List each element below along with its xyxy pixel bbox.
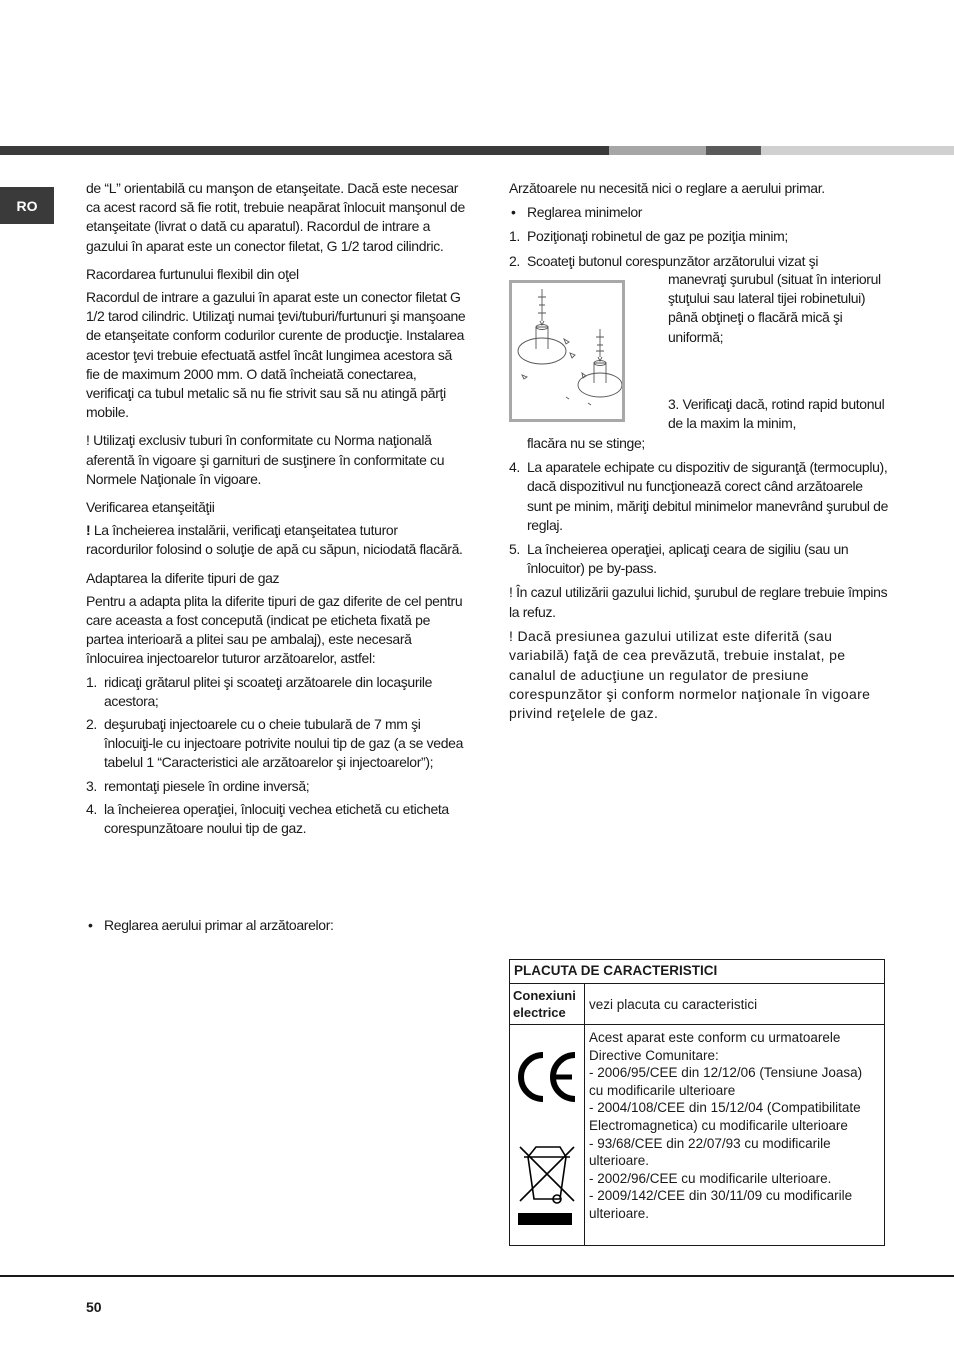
warning-paragraph: ! În cazul utilizării gazului lichid, şurubul de reglare trebuie împins la refuz. xyxy=(509,584,888,620)
list-number: 4. xyxy=(509,459,520,476)
right-column xyxy=(509,179,889,271)
warning-paragraph: ! Utilizaţi exclusiv tuburi în conformitate cu Norma naţională aferentă în vigoare şi garnituri de susţinere în conformitate cu Normele Naţionale în vigoare. xyxy=(86,432,445,487)
header-bar-segment xyxy=(609,146,706,155)
step-2-continued: manevraţi şurubul (situat în interiorul ştuţului sau lateral tijei robinetului) până obţineţi o flacără mică şi uniformă; xyxy=(668,271,881,345)
bullet-text: Reglarea minimelor xyxy=(527,204,643,221)
table-title: PLACUTA DE CARACTERISTICI xyxy=(510,960,885,984)
list-number: 4. xyxy=(86,800,97,817)
directive-line: - 93/68/CEE din 22/07/93 cu modificarile ulterioare. xyxy=(589,1135,831,1169)
directive-line: - 2004/108/CEE din 15/12/04 (Compatibilitate Electromagnetica) cu modificarile ulterioare xyxy=(589,1100,861,1133)
step-3-text: 3. Verificaţi dacă, rotind rapid butonul de la maxim la minim, xyxy=(668,396,885,432)
list-number: 1. xyxy=(86,673,97,690)
bullet-item xyxy=(86,916,466,939)
list-text: La aparatele echipate cu dispozitiv de siguranţă (termocuplu), dacă dispozitivul nu funcţionează corect când arzătoarele sunt pe minim, măriţi debitul minimelor manevrând şurubul de reglaj. xyxy=(527,459,889,533)
list-text: ridicaţi grătarul plitei şi scoateţi arzătoarele din locaşurile acestora; xyxy=(104,673,433,709)
section-heading: Racordarea furtunului flexibil din oţel xyxy=(86,265,299,282)
page-number: 50 xyxy=(86,1299,102,1315)
right-column-continued xyxy=(509,434,889,733)
list-number: 5. xyxy=(509,541,520,558)
list-text: Scoateţi butonul corespunzător arzătorului vizat şi xyxy=(527,252,819,269)
list-text: Poziţionaţi robinetul de gaz pe poziţia minim; xyxy=(527,228,788,245)
table-value: vezi placuta cu caracteristici xyxy=(585,984,885,1025)
list-number: 2. xyxy=(509,252,520,269)
list-item xyxy=(86,715,466,773)
list-number: 1. xyxy=(509,228,520,245)
list-text: La încheierea operaţiei, aplicaţi ceara de sigiliu (sau un înlocuitor) pe by-pass. xyxy=(527,541,849,577)
directive-line: Acest aparat este conform cu urmatoarele Directive Comunitare: xyxy=(589,1030,841,1063)
bullet-text: Reglarea aerului primar al arzătoarelor: xyxy=(104,917,334,933)
list-item xyxy=(86,800,466,838)
left-column xyxy=(86,179,466,842)
list-text: remontaţi piesele în ordine inversă; xyxy=(104,777,310,794)
directive-line: - 2009/142/CEE din 30/11/09 cu modificarile ulterioare. xyxy=(589,1188,853,1221)
list-text: deşurubaţi injectoarele cu o cheie tubulară de 7 mm şi înlocuiţi-le cu injectoare potrivite noului tip de gaz (a se vedea tabelul 1 “Caracteristici ale arzătoarelor şi injectoarelor”); xyxy=(104,716,464,771)
directive-line: - 2002/96/CEE cu modificarile ulterioare. xyxy=(589,1170,832,1186)
burner-adjustment-illustration xyxy=(509,280,625,422)
paragraph: de “L” orientabilă cu manşon de etanşeitate. Dacă este necesar ca acest racord să fie rotit, trebuie neapărat înlocuit manşonul de etanşeitate (livrat o dată cu aparatul). Racordul de intrare a gazului în aparat este un conector filetat, G 1/2 tarod cilindric. xyxy=(86,180,465,254)
warning-paragraph: ! Dacă presiunea gazului utilizat este diferită (sau variabilă) faţă de cea prevăzută, trebuie instalat, pe canalul de aducţiune un regulator de presiune corespunzător şi conform normelor naţionale în vigoare privind reţelele de gaz. xyxy=(509,627,871,722)
list-item xyxy=(86,673,466,711)
list-item xyxy=(86,777,466,796)
directives-cell xyxy=(585,1025,885,1246)
header-bar-segment xyxy=(706,146,761,155)
warning-mark: ! xyxy=(86,522,91,539)
rating-plate-table xyxy=(509,959,885,1246)
compliance-icons-cell xyxy=(510,1025,585,1246)
header-bar-segment xyxy=(761,146,954,155)
bullet-icon: • xyxy=(511,204,516,221)
steps-list xyxy=(86,673,466,839)
list-text: la încheierea operaţiei, înlocuiţi vechea etichetă cu eticheta corespunzătoare noului tip de gaz. xyxy=(104,800,449,837)
paragraph: Pentru a adapta plita la diferite tipuri de gaz diferite de cel pentru care aceasta a fost concepută (indicat pe eticheta fixată pe partea interioară a plitei sau pe ambalaj), este necesară înlocuirea injectoarelor tuturor arzătoarelor, astfel: xyxy=(86,592,463,667)
language-tab: RO xyxy=(0,187,54,224)
paragraph: Arzătoarele nu necesită nici o reglare a aerului primar. xyxy=(509,180,825,196)
footer-rule xyxy=(0,1275,954,1277)
step-3-text-end: flacăra nu se stinge; xyxy=(527,435,645,451)
directive-line: - 2006/95/CEE din 12/12/06 (Tensiune Joasa) cu modificarile ulterioare xyxy=(589,1065,863,1098)
list-number: 2. xyxy=(86,716,97,733)
bullet-icon: • xyxy=(88,917,93,933)
header-bar xyxy=(0,146,954,155)
header-bar-segment xyxy=(0,146,609,155)
section-heading: Adaptarea la diferite tipuri de gaz xyxy=(86,569,280,586)
paragraph: Racordul de intrare a gazului în aparat este un conector filetat G 1/2 tarod cilindric. Utilizaţi numai ţevi/tuburi/furtunuri şi manşoane de etanşeitate conform codurilor curente de producţie. Instalarea acestor ţevi trebuie efectuată astfel încât lungimea acestora să fie de maximum 2000 mm. O dată încheiată conectarea, verificaţi ca tubul metalic să nu fie strivit sau să nu atingă părţi mobile. xyxy=(86,289,466,421)
list-number: 3. xyxy=(86,777,97,794)
section-heading: Verificarea etanşeităţii xyxy=(86,499,215,516)
burner-screw-icon xyxy=(512,283,622,419)
warning-paragraph xyxy=(86,521,466,559)
table-label: Conexiuni electrice xyxy=(510,984,585,1025)
warning-text: La încheierea instalării, verificaţi etanşeitatea tuturor racordurilor folosind o soluţie de apă cu săpun, niciodată flacără. xyxy=(86,522,463,558)
weee-bin-icon xyxy=(514,1143,584,1253)
